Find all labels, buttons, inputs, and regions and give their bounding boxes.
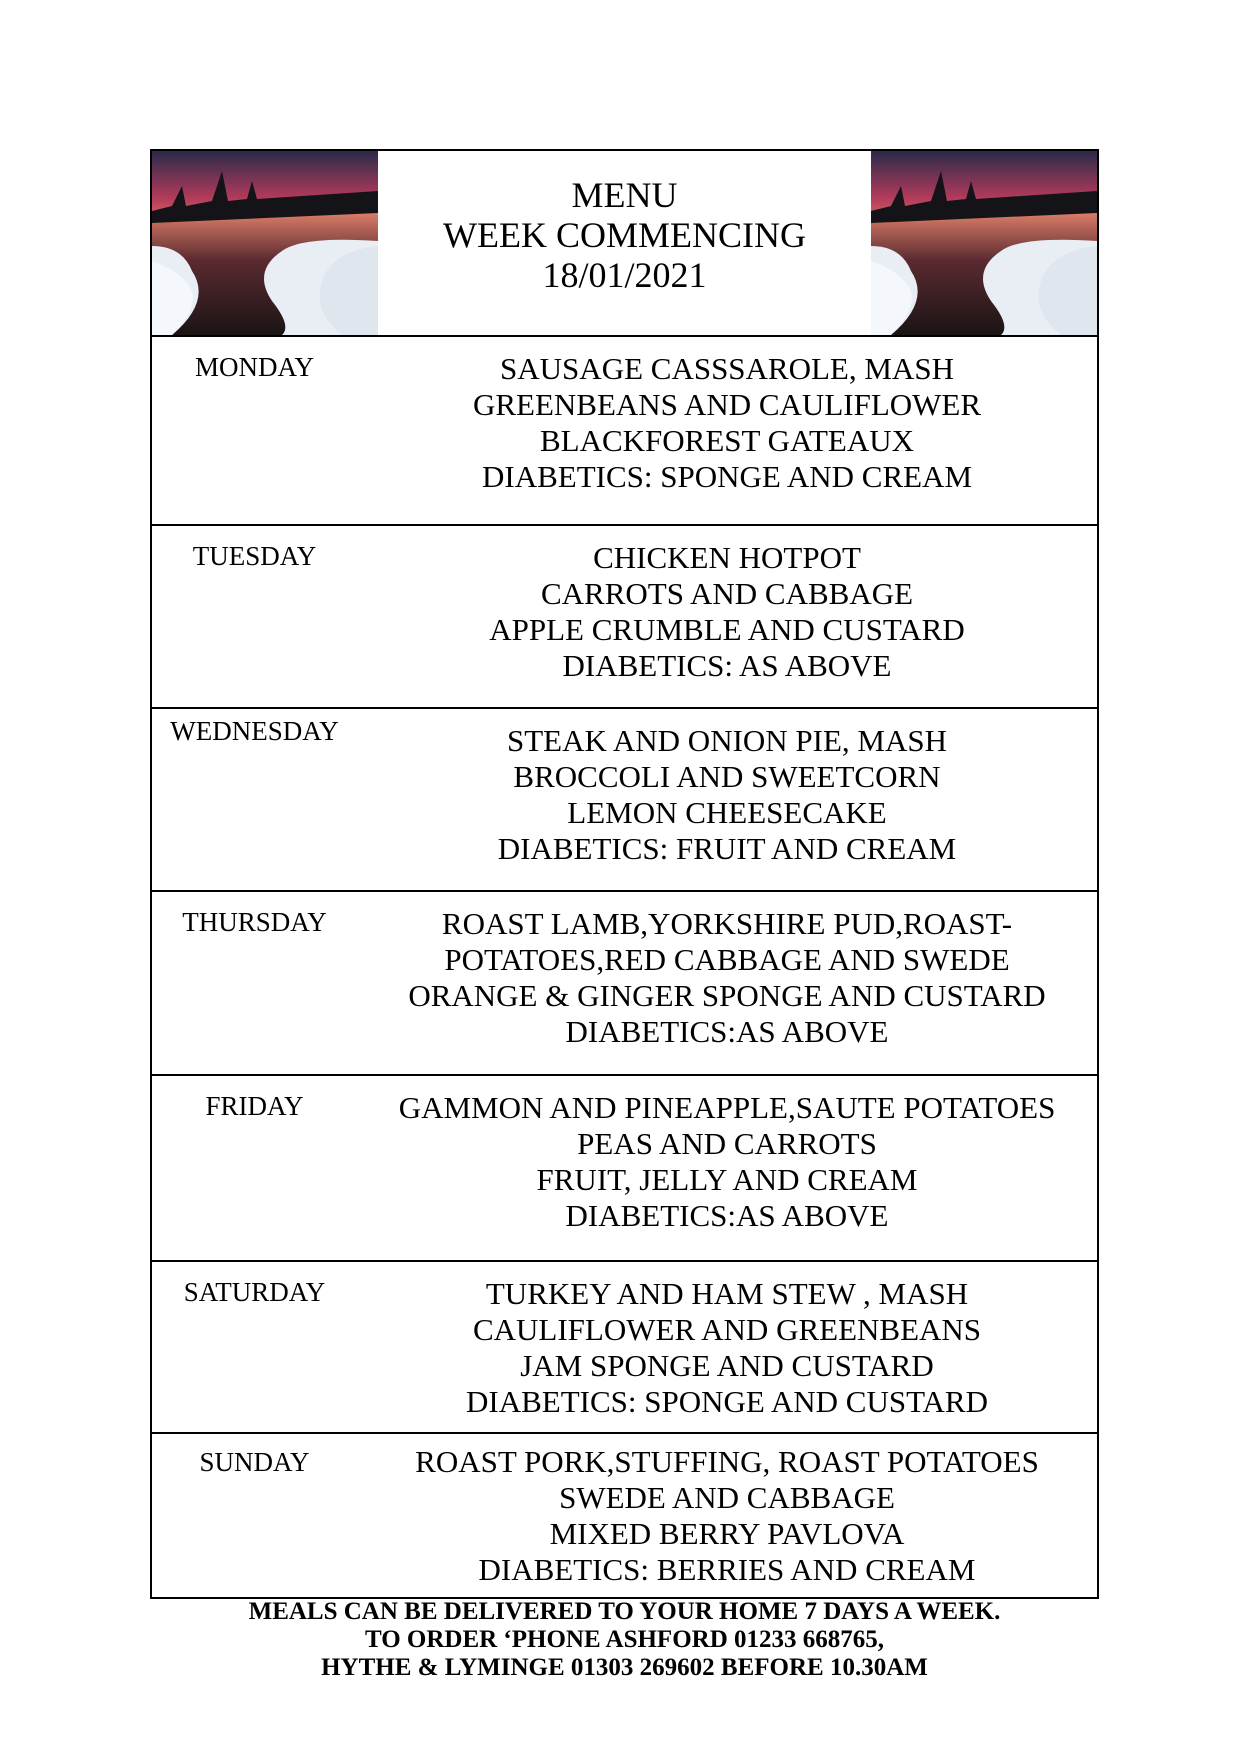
dish-line: BLACKFOREST GATEAUX (539, 423, 915, 458)
dish-line: ROAST PORK,STUFFING, ROAST POTATOES (415, 1444, 1039, 1479)
dish-line: CAULIFLOWER AND GREENBEANS (472, 1312, 982, 1347)
day-label: SATURDAY (183, 1277, 326, 1307)
delivery-note: MEALS CAN BE DELIVERED TO YOUR HOME 7 DAYS A WEEK. (248, 1598, 1001, 1625)
dish-line: DIABETICS:AS ABOVE (565, 1014, 889, 1049)
day-dishes (357, 1444, 1097, 1588)
dish-line: ROAST LAMB,YORKSHIRE PUD,ROAST- (441, 906, 1013, 941)
week-commencing-label: WEEK COMMENCING (443, 215, 806, 255)
day-row-wednesday (152, 709, 1097, 892)
day-label: TUESDAY (192, 541, 317, 571)
dish-line: FRUIT, JELLY AND CREAM (536, 1162, 918, 1197)
day-label: MONDAY (194, 352, 315, 382)
day-row-saturday (152, 1262, 1097, 1434)
dish-line: DIABETICS: BERRIES AND CREAM (478, 1552, 976, 1587)
day-dishes (357, 540, 1097, 684)
dish-line: SWEDE AND CABBAGE (559, 1480, 895, 1515)
day-dishes (357, 723, 1097, 867)
delivery-info (150, 1598, 1099, 1682)
day-dishes (357, 1090, 1097, 1234)
menu-table (150, 149, 1099, 1599)
dish-line: CARROTS AND CABBAGE (540, 576, 914, 611)
dish-line: DIABETICS: AS ABOVE (562, 648, 892, 683)
dish-line: BROCCOLI AND SWEETCORN (513, 759, 941, 794)
dish-line: SAUSAGE CASSSAROLE, MASH (500, 351, 954, 386)
menu-title-label: MENU (571, 175, 678, 215)
day-row-friday (152, 1076, 1097, 1262)
day-label: FRIDAY (205, 1091, 304, 1121)
dish-line: JAM SPONGE AND CUSTARD (520, 1348, 934, 1383)
order-phone-hythe-lyminge: HYTHE & LYMINGE 01303 269602 BEFORE 10.30AM (321, 1654, 928, 1681)
dish-line: DIABETICS:AS ABOVE (565, 1198, 889, 1233)
day-row-thursday (152, 892, 1097, 1076)
dish-line: STEAK AND ONION PIE, MASH (506, 723, 948, 758)
dish-line: PEAS AND CARROTS (577, 1126, 877, 1161)
winter-landscape-image-left (152, 151, 378, 335)
dish-line: POTATOES,RED CABBAGE AND SWEDE (444, 942, 1010, 977)
week-date: 18/01/2021 (542, 255, 707, 295)
dish-line: MIXED BERRY PAVLOVA (549, 1516, 905, 1551)
winter-landscape-image-right (871, 151, 1097, 335)
dish-line: DIABETICS: SPONGE AND CREAM (481, 459, 973, 494)
dish-line: APPLE CRUMBLE AND CUSTARD (489, 612, 965, 647)
dish-line: TURKEY AND HAM STEW , MASH (485, 1276, 969, 1311)
dish-line: LEMON CHEESECAKE (567, 795, 887, 830)
day-label: SUNDAY (199, 1447, 310, 1477)
day-row-sunday (152, 1434, 1097, 1597)
order-phone-ashford: TO ORDER ‘PHONE ASHFORD 01233 668765, (364, 1626, 885, 1653)
day-dishes (357, 1276, 1097, 1420)
dish-line: CHICKEN HOTPOT (593, 540, 861, 575)
day-label: WEDNESDAY (170, 716, 339, 746)
menu-header (152, 151, 1097, 337)
day-label: THURSDAY (182, 907, 327, 937)
dish-line: GAMMON AND PINEAPPLE,SAUTE POTATOES (398, 1090, 1056, 1125)
day-dishes (357, 351, 1097, 495)
dish-line: DIABETICS: FRUIT AND CREAM (497, 831, 957, 866)
dish-line: GREENBEANS AND CAULIFLOWER (472, 387, 982, 422)
dish-line: DIABETICS: SPONGE AND CUSTARD (466, 1384, 988, 1419)
day-row-monday (152, 337, 1097, 526)
dish-line: ORANGE & GINGER SPONGE AND CUSTARD (408, 978, 1046, 1013)
day-row-tuesday (152, 526, 1097, 709)
menu-title (378, 175, 871, 295)
day-dishes (357, 906, 1097, 1050)
